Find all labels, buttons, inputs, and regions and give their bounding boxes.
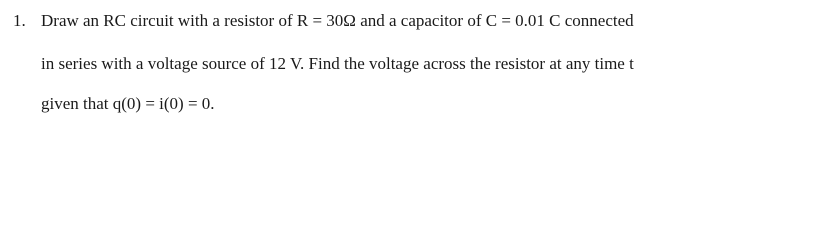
problem-line-1: Draw an RC circuit with a resistor of R = 30Ω and a capacitor of C = 0.01 C connected [41, 11, 634, 30]
problem-line-2: in series with a voltage source of 12 V. Find the voltage across the resistor at any time t [41, 54, 634, 73]
problem-line-3: given that q(0) = i(0) = 0. [41, 94, 215, 113]
problem-number: 1. [13, 11, 26, 30]
